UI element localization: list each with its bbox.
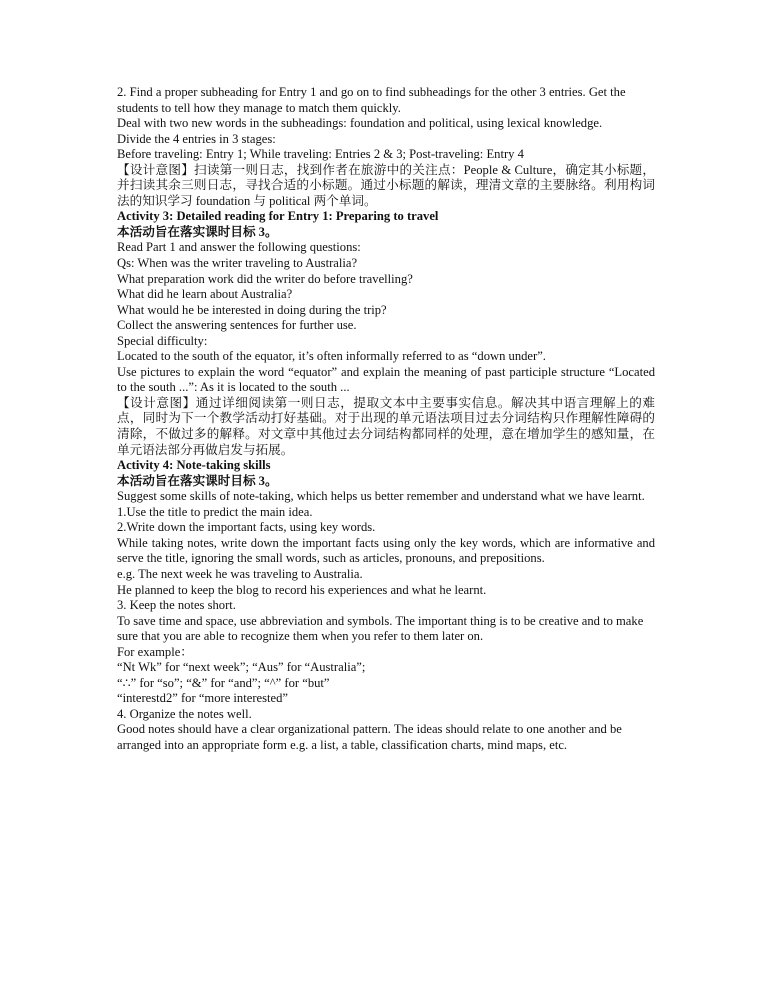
paragraph: Divide the 4 entries in 3 stages: xyxy=(117,131,276,146)
list-item: 1.Use the title to predict the main idea. xyxy=(117,504,313,519)
list-item: 3. Keep the notes short. xyxy=(117,598,236,613)
activity-4-goal: 本活动旨在落实课时目标 3。 xyxy=(117,473,278,488)
paragraph: Use pictures to explain the word “equator” and explain the meaning of past participle structure “Located to the south ...”: As it is located to the south ... xyxy=(117,364,655,395)
list-item: 2.Write down the important facts, using key words. xyxy=(117,520,376,535)
paragraph: Good notes should have a clear organizational pattern. The ideas should relate to one another and be arranged into an appropriate form e.g. a list, a table, classification charts, mind maps, etc. xyxy=(117,722,622,752)
paragraph: Deal with two new words in the subheadings: foundation and political, using lexical knowledge. xyxy=(117,116,603,131)
activity-4-heading: Activity 4: Note-taking skills xyxy=(117,458,271,473)
activity-3-heading: Activity 3: Detailed reading for Entry 1: Preparing to travel xyxy=(117,209,439,224)
paragraph: Read Part 1 and answer the following questions: xyxy=(117,240,361,255)
question: Qs: When was the writer traveling to Australia? xyxy=(117,256,358,271)
example: “Nt Wk” for “next week”; “Aus” for “Australia”; xyxy=(117,660,366,675)
list-item: 4. Organize the notes well. xyxy=(117,706,252,721)
question: What preparation work did the writer do before travelling? xyxy=(117,271,413,286)
paragraph: Located to the south of the equator, it’s often informally referred to as “down under”. xyxy=(117,349,546,364)
paragraph: 2. Find a proper subheading for Entry 1 and go on to find subheadings for the other 3 entries. Get the students to tell how they manage to match them quickly. xyxy=(117,85,626,115)
activity-3-goal: 本活动旨在落实课时目标 3。 xyxy=(117,224,278,239)
example: “∴” for “so”; “&” for “and”; “^” for “but” xyxy=(117,675,330,690)
question: What would he be interested in doing during the trip? xyxy=(117,302,387,317)
paragraph: To save time and space, use abbreviation and symbols. The important thing is to be creative and to make sure that you are able to recognize them when you refer to them later on. xyxy=(117,613,644,644)
paragraph: While taking notes, write down the important facts using only the key words, which are informative and serve the title, ignoring the small words, such as articles, pronouns, and prepositions. xyxy=(117,535,655,566)
paragraph: Collect the answering sentences for further use. xyxy=(117,318,357,333)
design-intent-paragraph: 【设计意图】扫读第一则日志，找到作者在旅游中的关注点：People & Culture，确定其小标题，并扫读其余三则日志，寻找合适的小标题。通过小标题的解读，理清文章的主要脉络。利用构词法的知识学习 foundation 与 political 两个单词。 xyxy=(117,162,655,208)
paragraph: For example： xyxy=(117,644,193,659)
example: e.g. The next week he was traveling to Australia. xyxy=(117,566,363,581)
paragraph: Suggest some skills of note-taking, which helps us better remember and understand what we have learnt. xyxy=(117,489,645,504)
question: What did he learn about Australia? xyxy=(117,287,293,302)
design-intent-paragraph: 【设计意图】通过详细阅读第一则日志，提取文本中主要事实信息。解决其中语言理解上的难点，同时为下一个教学活动打好基础。对于出现的单元语法项目过去分词结构只作理解性障碍的清除，不做过多的解释。对文章中其他过去分词结构都同样的处理，意在增加学生的感知量，在单元语法部分再做启发与拓展。 xyxy=(117,395,655,457)
paragraph: Before traveling: Entry 1; While traveling: Entries 2 & 3; Post-traveling: Entry 4 xyxy=(117,147,524,162)
example: He planned to keep the blog to record his experiences and what he learnt. xyxy=(117,582,487,597)
example: “interestd2” for “more interested” xyxy=(117,691,288,706)
paragraph: Special difficulty: xyxy=(117,333,208,348)
